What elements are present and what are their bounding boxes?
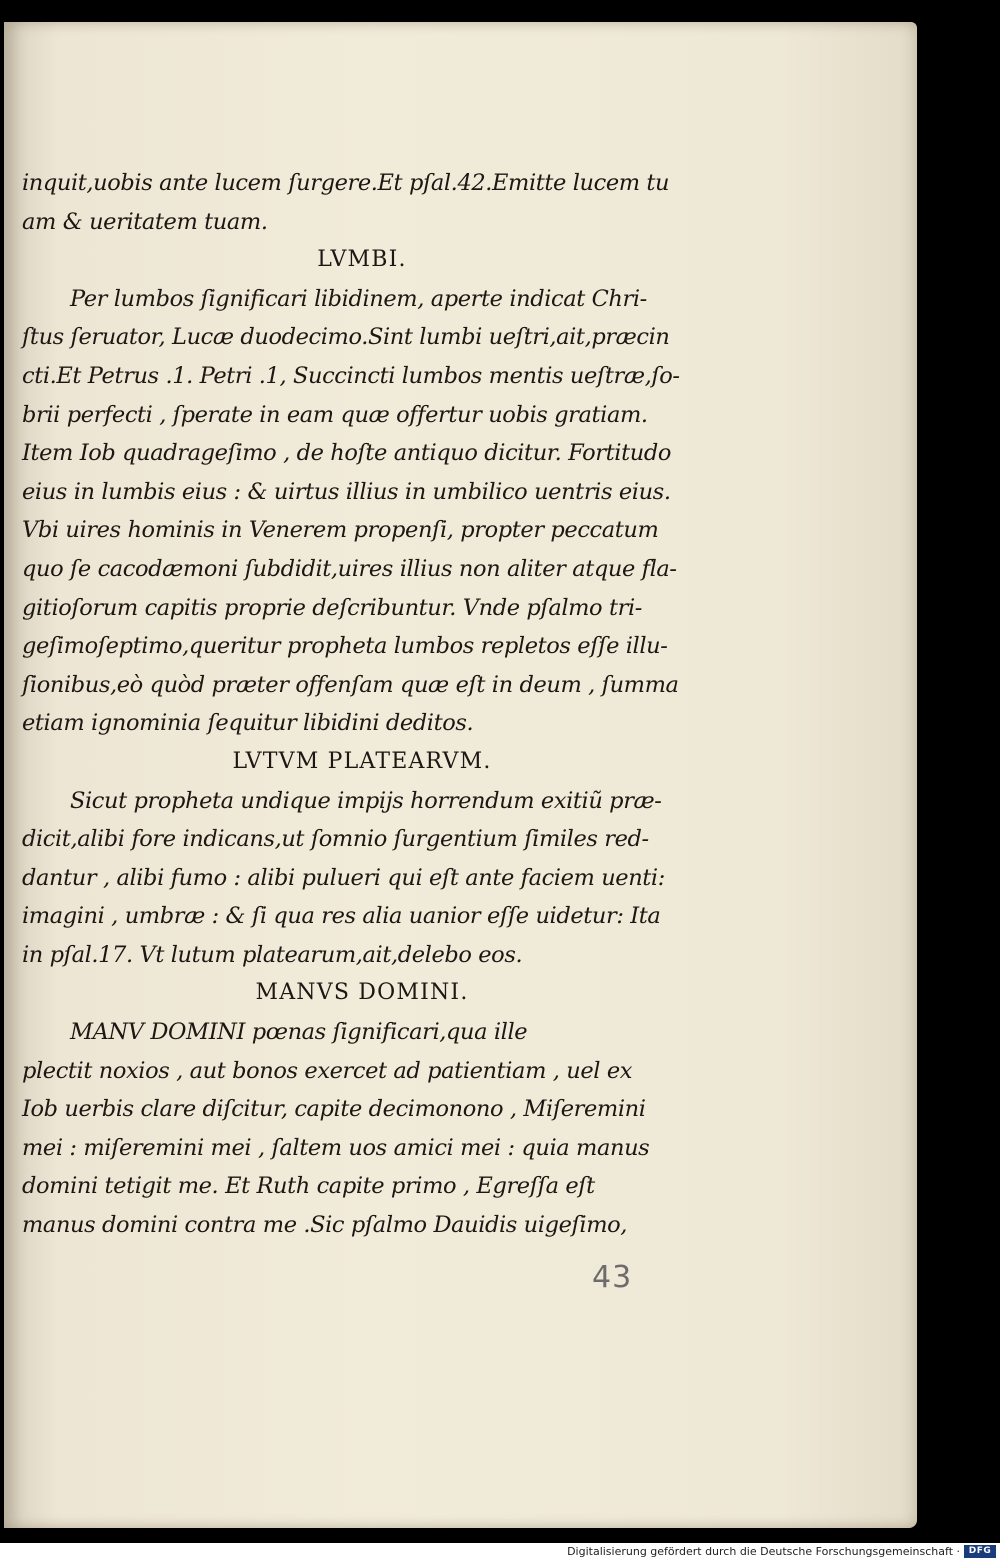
text-line: etiam ignominia ſequitur libidini deditos.: [22, 710, 474, 737]
text-line: dantur , alibi fumo : alibi pulueri qui eſt ante faciem uenti:: [22, 864, 665, 891]
text-line: manus domini contra me .Sic pſalmo Dauidis uigeſimo,: [22, 1212, 628, 1239]
text-line: brii perfecti , ſperate in eam quæ offertur uobis gratiam.: [22, 401, 648, 428]
text-line: Vbi uires hominis in Venerem propenſi, propter peccatum: [22, 517, 659, 544]
text-line: mei : miſeremini mei , ſaltem uos amici mei : quia manus: [22, 1134, 650, 1161]
section-heading: MANVS DOMINI.: [255, 980, 469, 1006]
text-line: imagini , umbræ : & ſi qua res alia uanior eſſe uidetur: Ita: [22, 903, 661, 930]
text-line: MANV DOMINI pœnas ſignificari,qua ille: [70, 1019, 528, 1046]
text-line: Per lumbos ſignificari libidinem, aperte indicat Chri-: [70, 285, 647, 312]
text-line: Iob uerbis clare diſcitur, capite decimonono , Miſeremini: [22, 1096, 646, 1123]
text-line: cti.Et Petrus .1. Petri .1, Succincti lumbos mentis ueſtræ,ſo-: [22, 362, 680, 389]
text-line: gitioſorum capitis proprie deſcribuntur. Vnde pſalmo tri-: [22, 594, 642, 621]
dfg-logo-icon: DFG: [964, 1545, 996, 1558]
text-line: Item Iob quadrageſimo , de hoſte antiquo dicitur. Fortitudo: [22, 440, 671, 467]
text-line: quo ſe cacodæmoni ſubdidit,uires illius non aliter atque fla-: [22, 555, 677, 582]
text-line: geſimoſeptimo,queritur propheta lumbos repletos eſſe illu-: [22, 633, 668, 660]
text-line: dicit,alibi fore indicans,ut ſomnio ſurgentium ſimiles red-: [22, 826, 649, 853]
text-line: ſionibus,eò quòd præter offenſam quæ eſt in deum , ſumma: [22, 671, 679, 698]
text-line: domini tetigit me. Et Ruth capite primo , Egreſſa eſt: [22, 1173, 595, 1200]
text-line: plectit noxios , aut bonos exercet ad patientiam , uel ex: [22, 1057, 633, 1084]
text-line: in pſal.17. Vt lutum platearum,ait,delebo eos.: [22, 941, 523, 968]
text-line: am & ueritatem tuam.: [22, 208, 268, 235]
page-text: [22, 164, 682, 1245]
section-heading: LVMBI.: [317, 247, 407, 273]
text-line: ſtus ſeruator, Lucæ duodecimo.Sint lumbi ueſtri,ait,præcin: [22, 324, 670, 351]
text-line: eius in lumbis eius : & uirtus illius in umbilico uentris eius.: [22, 478, 671, 505]
text-line: inquit,uobis ante lucem ſurgere.Et pſal.42.Emitte lucem tu: [22, 170, 670, 196]
text-line: Sicut propheta undique impijs horrendum exitiũ præ-: [70, 787, 662, 814]
book-page: [4, 22, 917, 1528]
footer-credit: Digitalisierung gefördert durch die Deutsche Forschungsgemeinschaft ·: [567, 1545, 960, 1558]
folio-number: 43: [592, 1260, 633, 1295]
section-heading: LVTVM PLATEARVM.: [232, 748, 492, 774]
